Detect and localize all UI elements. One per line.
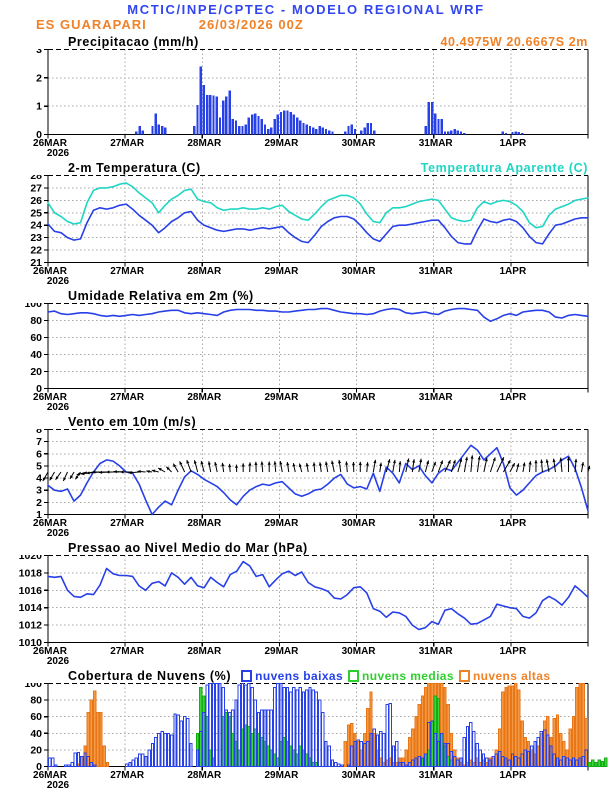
svg-text:27MAR: 27MAR	[110, 392, 145, 403]
temp-title-row	[0, 159, 612, 175]
pressure-title-row	[0, 539, 612, 555]
svg-text:0: 0	[36, 761, 42, 773]
svg-text:2026: 2026	[46, 402, 70, 413]
svg-text:100: 100	[24, 303, 42, 310]
svg-text:30MAR: 30MAR	[341, 646, 376, 657]
svg-text:26MAR: 26MAR	[33, 518, 67, 529]
svg-text:28MAR: 28MAR	[187, 518, 222, 529]
svg-text:29MAR: 29MAR	[264, 138, 299, 149]
svg-text:25: 25	[30, 207, 42, 220]
svg-text:20: 20	[30, 366, 42, 378]
svg-text:29MAR: 29MAR	[264, 392, 299, 403]
svg-text:40: 40	[30, 727, 42, 740]
pressao-nivel-mar	[48, 562, 588, 630]
svg-text:26MAR: 26MAR	[33, 266, 67, 277]
svg-text:1020: 1020	[18, 555, 42, 562]
run-info-row	[0, 17, 612, 32]
svg-text:27MAR: 27MAR	[110, 770, 145, 781]
precip-plot-svg	[0, 49, 612, 159]
pressure-plot-svg	[0, 555, 612, 667]
svg-text:30MAR: 30MAR	[341, 138, 376, 149]
pressure-title: Pressao ao Nivel Medio do Mar (hPa)	[68, 541, 308, 555]
clouds-legend	[241, 669, 550, 683]
svg-text:26MAR: 26MAR	[33, 138, 67, 149]
legend-nuvens-altas: nuvens altas	[459, 669, 551, 683]
svg-text:27: 27	[30, 182, 42, 195]
svg-text:1012: 1012	[18, 619, 42, 632]
svg-text:28: 28	[30, 175, 42, 182]
svg-text:27MAR: 27MAR	[110, 138, 145, 149]
svg-text:5: 5	[36, 460, 42, 473]
svg-text:1010: 1010	[18, 637, 42, 649]
svg-text:2: 2	[36, 72, 42, 85]
rh-plot-svg	[0, 303, 612, 413]
temperature-chart	[0, 175, 612, 287]
svg-text:2026: 2026	[46, 528, 70, 539]
station-name: ES GUARAPARI	[36, 17, 147, 32]
wind-direction-arrows	[43, 455, 591, 481]
svg-text:30MAR: 30MAR	[341, 518, 376, 529]
svg-text:28MAR: 28MAR	[187, 770, 222, 781]
svg-text:26: 26	[30, 194, 42, 207]
svg-text:80: 80	[30, 315, 42, 327]
svg-text:30MAR: 30MAR	[341, 770, 376, 781]
rh-title: Umidade Relativa em 2m (%)	[68, 289, 254, 303]
svg-text:28MAR: 28MAR	[187, 392, 222, 403]
svg-text:28MAR: 28MAR	[187, 646, 222, 657]
svg-text:26MAR: 26MAR	[33, 392, 67, 403]
svg-text:29MAR: 29MAR	[264, 646, 299, 657]
svg-text:1: 1	[36, 100, 42, 113]
velocidade-vento	[48, 445, 588, 514]
blue-square-icon	[241, 670, 252, 682]
clouds-title: Cobertura de Nuvens (%)	[68, 669, 232, 683]
svg-text:26MAR: 26MAR	[33, 770, 67, 781]
run-datetime: 26/03/2026 00Z	[198, 17, 304, 32]
precipitation	[135, 67, 523, 135]
svg-text:31MAR: 31MAR	[418, 138, 453, 149]
svg-text:31MAR: 31MAR	[418, 770, 453, 781]
svg-text:31MAR: 31MAR	[418, 646, 453, 657]
svg-text:1: 1	[36, 509, 42, 521]
svg-text:1APR: 1APR	[499, 138, 527, 149]
svg-text:1APR: 1APR	[499, 518, 527, 529]
wind-title: Vento em 10m (m/s)	[68, 415, 197, 429]
model-title: MCTIC/INPE/CPTEC - MODELO REGIONAL WRF	[127, 2, 485, 17]
svg-text:1APR: 1APR	[499, 770, 527, 781]
clouds-chart	[0, 683, 612, 792]
legend-nuvens-baixas: nuvens baixas	[241, 669, 343, 683]
humidity-chart	[0, 303, 612, 413]
svg-text:27MAR: 27MAR	[110, 646, 145, 657]
precip-title-row	[0, 32, 612, 49]
svg-text:1APR: 1APR	[499, 392, 527, 403]
svg-text:21: 21	[30, 257, 42, 269]
svg-text:100: 100	[24, 683, 42, 690]
svg-text:6: 6	[36, 448, 42, 461]
svg-text:22: 22	[30, 244, 42, 257]
svg-text:30MAR: 30MAR	[341, 392, 376, 403]
svg-text:20: 20	[30, 744, 42, 757]
legend-nuvens-medias: nuvens medias	[348, 669, 454, 683]
svg-text:29MAR: 29MAR	[264, 266, 299, 277]
svg-text:7: 7	[36, 436, 42, 449]
svg-text:3: 3	[36, 484, 42, 497]
wind-chart	[0, 429, 612, 539]
rh-title-row	[0, 287, 612, 303]
orange-square-icon	[459, 670, 470, 682]
temp-title: 2-m Temperatura (C)	[68, 161, 201, 175]
svg-text:1APR: 1APR	[499, 646, 527, 657]
svg-text:2: 2	[36, 496, 42, 509]
precip-title: Precipitacao (mm/h)	[68, 35, 199, 49]
umidade-relativa	[48, 309, 588, 322]
svg-text:3: 3	[36, 49, 42, 56]
svg-text:2026: 2026	[46, 656, 70, 667]
svg-text:0: 0	[36, 383, 42, 395]
temp-plot-svg	[0, 175, 612, 287]
svg-text:60: 60	[30, 332, 42, 344]
svg-text:24: 24	[30, 219, 42, 232]
green-square-icon	[348, 670, 359, 682]
svg-text:1APR: 1APR	[499, 266, 527, 277]
svg-text:29MAR: 29MAR	[264, 770, 299, 781]
svg-text:31MAR: 31MAR	[418, 392, 453, 403]
svg-text:60: 60	[30, 711, 42, 724]
svg-text:27MAR: 27MAR	[110, 266, 145, 277]
svg-text:2026: 2026	[46, 276, 70, 287]
wind-plot-svg	[0, 429, 612, 539]
svg-text:31MAR: 31MAR	[418, 266, 453, 277]
svg-text:8: 8	[36, 429, 42, 436]
wind-title-row	[0, 413, 612, 429]
svg-text:29MAR: 29MAR	[264, 518, 299, 529]
svg-text:1016: 1016	[18, 584, 42, 597]
svg-text:80: 80	[30, 694, 42, 707]
apparent-temp-title: Temperatura Aparente (C)	[420, 161, 588, 175]
clouds-title-row	[0, 667, 612, 683]
svg-text:30MAR: 30MAR	[341, 266, 376, 277]
svg-text:1014: 1014	[18, 602, 42, 615]
clouds-plot-svg	[0, 683, 612, 792]
svg-text:1018: 1018	[18, 567, 42, 580]
svg-text:0: 0	[36, 129, 42, 141]
svg-text:40: 40	[30, 349, 42, 361]
svg-text:26MAR: 26MAR	[33, 646, 67, 657]
svg-text:2026: 2026	[46, 780, 70, 791]
svg-text:28MAR: 28MAR	[187, 266, 222, 277]
svg-text:23: 23	[30, 232, 42, 245]
svg-text:28MAR: 28MAR	[187, 138, 222, 149]
precip-chart	[0, 49, 612, 159]
svg-text:2026: 2026	[46, 148, 70, 159]
pressure-chart	[0, 555, 612, 667]
svg-text:31MAR: 31MAR	[418, 518, 453, 529]
svg-text:27MAR: 27MAR	[110, 518, 145, 529]
station-coordinates: 40.4975W 20.6667S 2m	[440, 35, 588, 49]
svg-text:4: 4	[36, 472, 42, 485]
